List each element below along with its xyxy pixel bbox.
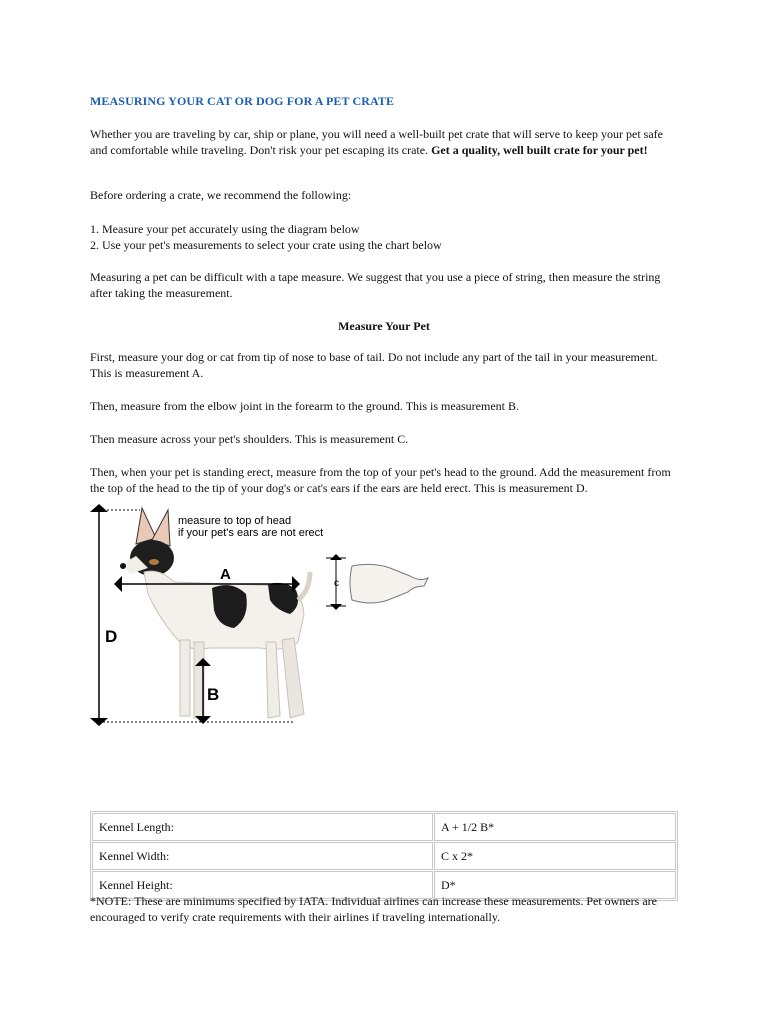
before-ordering-text: Before ordering a crate, we recommend the following: bbox=[90, 188, 352, 202]
table-cell-value: C x 2* bbox=[434, 842, 676, 870]
page-title: MEASURING YOUR CAT OR DOG FOR A PET CRATE bbox=[90, 94, 395, 108]
table-cell-value: D* bbox=[434, 871, 676, 899]
step-1: 1. Measure your pet accurately using the diagram below bbox=[90, 222, 360, 236]
pet-measurement-diagram bbox=[90, 502, 450, 734]
intro-bold-text: Get a quality, well built crate for your pet! bbox=[431, 143, 648, 157]
intro-text: Whether you are traveling by car, ship or plane, you will need a well-built pet crate that will serve to keep your pet safe and comfortable while traveling. Don't risk your pet escaping its crate. bbox=[90, 127, 663, 157]
dog-top-view-illustration bbox=[350, 564, 428, 603]
string-tip-paragraph: Measuring a pet can be difficult with a tape measure. We suggest that you use a piece of string, then measure the string after taking the measurement. bbox=[90, 270, 661, 300]
table-cell-label: Kennel Length: bbox=[92, 813, 433, 841]
iata-note: *NOTE: These are minimums specified by IATA. Individual airlines can increase these measurements. Pet owners are encouraged to verify crate requirements with their airlines if traveling internationally. bbox=[90, 894, 657, 924]
head-note-line-2: if your pet's ears are not erect bbox=[178, 527, 324, 539]
section-heading: Measure Your Pet bbox=[338, 319, 430, 333]
label-c: c bbox=[334, 578, 339, 589]
table-cell-value: A + 1/2 B* bbox=[434, 813, 676, 841]
label-a: A bbox=[220, 566, 231, 583]
label-d: D bbox=[105, 627, 118, 646]
measurement-a-paragraph: First, measure your dog or cat from tip of nose to base of tail. Do not include any part of the tail in your measurement. This is measurement A. bbox=[90, 350, 658, 380]
table-row bbox=[92, 813, 676, 841]
head-note-line-1: measure to top of head bbox=[178, 515, 292, 527]
label-b: B bbox=[207, 685, 220, 704]
step-2: 2. Use your pet's measurements to select your crate using the chart below bbox=[90, 238, 442, 252]
measurement-d-paragraph: Then, when your pet is standing erect, measure from the top of your pet's head to the ground. Add the measurement from the top of the head to the tip of your dog's or cat's ears if the ears are held erect. This is measurement D. bbox=[90, 465, 671, 495]
table-cell-label: Kennel Height: bbox=[92, 871, 433, 899]
measurement-c-paragraph: Then measure across your pet's shoulders. This is measurement C. bbox=[90, 432, 409, 446]
measurement-b-paragraph: Then, measure from the elbow joint in the forearm to the ground. This is measurement B. bbox=[90, 399, 520, 413]
intro-paragraph bbox=[90, 126, 678, 158]
table-cell-label: Kennel Width: bbox=[92, 842, 433, 870]
kennel-size-table bbox=[90, 811, 678, 901]
table-row bbox=[92, 842, 676, 870]
